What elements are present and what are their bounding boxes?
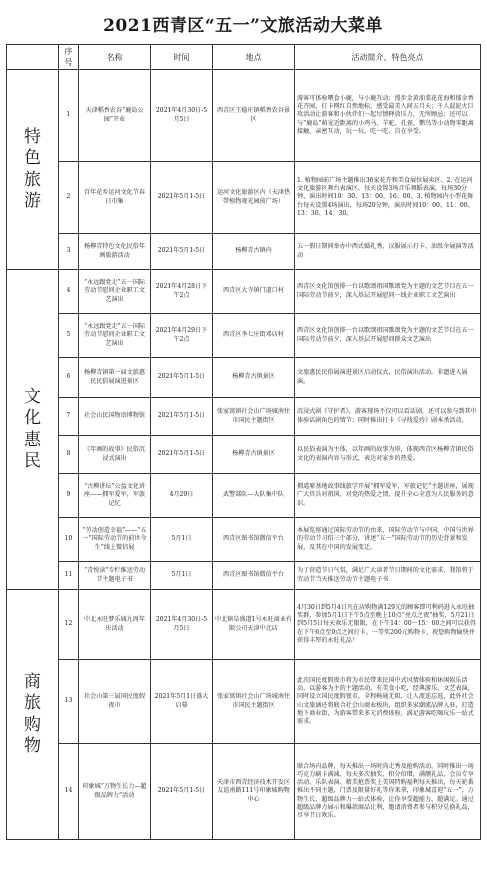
row-name: 《年画的故事》民俗沉浸式演出: [79, 436, 151, 474]
row-num: 4: [59, 270, 79, 314]
row-num: 6: [59, 358, 79, 398]
category-cell: 文化惠民: [7, 270, 59, 590]
row-location: 张家窝镇社会山广场城南往市国民主题街区: [213, 398, 295, 436]
row-time: 5月1日: [151, 518, 213, 562]
table-row: [7, 590, 481, 660]
table-row: [7, 474, 481, 518]
row-location: 张家窝镇社会山广场城南往市国民主题街区: [213, 660, 295, 744]
row-name: “劳动创造幸福”——“五一”国际劳动节的前世今生”线上微信展: [79, 518, 151, 562]
row-name: “永远跟党走”五一国际劳动节慰问企业职工文艺演出: [79, 314, 151, 358]
row-time: 2021年5月1-5日: [151, 234, 213, 270]
row-name: 百年花乡运河文化节春日市集: [79, 162, 151, 234]
row-time: 5月1日: [151, 562, 213, 590]
row-time: 2021年5月1-5日: [151, 744, 213, 840]
header-category: [7, 45, 59, 70]
row-time: 4月29日: [151, 474, 213, 518]
table-row: [7, 436, 481, 474]
row-time: 2021年4月30日-5月5日: [151, 590, 213, 660]
row-features: 此次国民度假夜市将为市民带来民国中式风情体验和休闲娱乐活动，以游客为主的主题活动，有美食小吃，经典游乐、文艺表演，同时设立国民度假夜市，全程畅通无阻，让人流连忘返，此外社会山文旅涵还将联合社会山商业板块，组织多家潮流品牌入驻，打造地下商业街，为游客带来多元消费体验，满足游客吃喝玩乐一站式需求。: [295, 660, 481, 744]
row-features: 拥道原基地故事线旅学开展“拥军爱军，军旅记忆”主题讲座，展现广大官兵对祖国，对党的热爱之情，提升全心全意为人民服务的意识。: [295, 474, 481, 518]
row-features: 联合场内品牌，每天推出一场时尚走秀及抢购活动，同时推出一场巧克力刷卡满减、每天多次抽奖，积分倍增，满额礼品，会员专享活动，乐队表演、精美抢票奖上美国特购福利每天推出，每天轮番推出不同主题，门票及限量好礼等你来拿，印象城喜迎“五一”，万物生长，超级品牌力一站式体验，让你享受超能力、超满足。通过超级品牌力展示和爆款商品让利，邀请消费者参与积分兑换礼品，尽享节日欢乐。: [295, 744, 481, 840]
table-row: [7, 270, 481, 314]
row-location: 西青区王稳庄镇稻香农谷景区: [213, 70, 295, 162]
table-row: [7, 398, 481, 436]
row-time: 2021年4月28日下午2点: [151, 270, 213, 314]
row-features: 沉浸式剧《守护者》，游客现场不仅可以看话剧，还可以参与到其中体验话剧角色的情节；同时推出打卡《寻找爱玲》剧本杀活动。: [295, 398, 481, 436]
table-row: [7, 70, 481, 162]
row-num: 1: [59, 70, 79, 162]
row-name: 杨柳青特色文化民俗年画旅游活动: [79, 234, 151, 270]
row-location: 西青区图书馆微信平台: [213, 518, 295, 562]
row-num: 9: [59, 474, 79, 518]
row-name: 天津稻香农谷“鹿岛公园”开业: [79, 70, 151, 162]
document: [6, 8, 480, 840]
row-features: 西青区文化馆创排一台以歌颂祖国歌颂党为主题的文艺节目在五一国际劳动节前夕，深入基层开展慰问群众文艺演出: [295, 314, 481, 358]
row-time: 2021年5月1-5日: [151, 358, 213, 398]
row-features: 4月30日到5月4日凡在店购物满129元的顾客即可利码进入永旺抽奖群，参加5月1日下午5点至晚上10点“亮点之夜”抽奖，5月21日到5月5日每天欢乐无限限，在下午14：00～15：00之间可以获得在下午6点至9点之间打卡。一等奖200元购物卡，祝您购物愉快并获得丰厚的永旺礼品！: [295, 590, 481, 660]
category-cell: 特色旅游: [7, 70, 59, 270]
row-name: “永远跟党走”五一国际劳动节慰问企业职工文艺演出: [79, 270, 151, 314]
row-time: 2021年5月1-5日: [151, 398, 213, 436]
row-name: 杨柳青镇第一届文旅惠民民俗展演进景区: [79, 358, 151, 398]
row-num: 10: [59, 518, 79, 562]
row-location: 杨柳青古镇内: [213, 234, 295, 270]
row-num: 3: [59, 234, 79, 270]
row-location: 武警部队—大队集中队: [213, 474, 295, 518]
header-features: 活动简介、特色亮点: [295, 45, 481, 70]
row-time: 2021年4月30日-5月5日: [151, 70, 213, 162]
row-location: 天津市西青经济技术开发区友谊南路111号印象城购物中心: [213, 744, 295, 840]
table-row: [7, 562, 481, 590]
table-row: [7, 660, 481, 744]
row-num: 8: [59, 436, 79, 474]
table-row: [7, 234, 481, 270]
row-features: 1. 植物园前广场主题推出36家花卉和美食展位展卖区。2. 在运河文化旅游区舞台表演区，每天设置3场音乐舞蹈表演，每场30分钟，演出时间10：30、13：00、16：00。3. 植物园内小型花舞台每天设置4场演出，每场20分钟，演出时间10：00、11：00、13：30、14：30。: [295, 162, 481, 234]
row-features: 为丁营造节日气氛，满足广大读者节日期间的文化需求，我馆将于劳动节当天推送劳动节主题电子书: [295, 562, 481, 590]
row-location: 杨柳青古镇景区: [213, 436, 295, 474]
table-row: [7, 162, 481, 234]
category-cell: 商旅购物: [7, 590, 59, 840]
row-num: 14: [59, 744, 79, 840]
row-location: 西青区大寺镇门道口村: [213, 270, 295, 314]
table-row: [7, 518, 481, 562]
table-row: [7, 314, 481, 358]
header-name: 名称: [79, 45, 151, 70]
header-location: 地点: [213, 45, 295, 70]
row-num: 7: [59, 398, 79, 436]
row-location: 杨柳青古镇景区: [213, 358, 295, 398]
row-location: 中北镇阜盛道1号永旺商业有限公司天津中北店: [213, 590, 295, 660]
row-features: 本展览将通过国际劳动节的由来，国际劳动节与中国、中国与世界的劳动节习俗三个部分，讲述“五一”国际劳动节的历史背景和发展，及其在中国的发展变迁。: [295, 518, 481, 562]
row-name: 社会山第三届国民度假夜市: [79, 660, 151, 744]
page-title: 2021西青区“五一”文旅活动大菜单: [103, 16, 383, 36]
row-features: 五一假日期间举办中西式婚礼秀、汉服展示打卡，油纸伞展演等活动: [295, 234, 481, 270]
row-time: 2021年5月1-5日: [151, 162, 213, 234]
row-features: 游客可体验喂食小鹿，与小鹿互动；漫步金黄油菜花花海和郁金香花卉园，打卡网红自然地标，感受最美人间五月天；千人混泥火巨攻活动让游客和小伙伴们一起尽情释放压力，无所顾忌；还可以与“鹿岛”萌宠近距离的小鸡马、羊驼、孔雀、鹦鸟等小动物零距离接触、亲密互动，玩一玩、吃一吃、自在享受。: [295, 70, 481, 162]
row-name: 印象城“万物生长力—超级品牌力”活动: [79, 744, 151, 840]
row-num: 2: [59, 162, 79, 234]
header-time: 时间: [151, 45, 213, 70]
table-row: [7, 744, 481, 840]
row-features: 文旅惠民民俗展演进景区启动仪式，民俗演出活动。非遗进入展演。: [295, 358, 481, 398]
header-row: [7, 45, 481, 70]
row-time: 2021年5月1-5日: [151, 436, 213, 474]
row-num: 12: [59, 590, 79, 660]
row-name: 社会山民国物语博物馆: [79, 398, 151, 436]
row-name: “古柳讲坛”公益文化讲座——拥军爱军，军旅记忆: [79, 474, 151, 518]
row-location: 西青区图书馆微信平台: [213, 562, 295, 590]
row-time: 2021年4月29日下午2点: [151, 314, 213, 358]
row-num: 5: [59, 314, 79, 358]
row-features: 西青区文化馆创排一台以歌颂祖国歌颂党为主题的文艺节目在五一国际劳动节前夕，深入基层开展慰问一线企业职工文艺演出: [295, 270, 481, 314]
row-num: 13: [59, 660, 79, 744]
table-row: [7, 358, 481, 398]
activity-table: [6, 44, 481, 840]
row-location: 西青区李七庄街邓店村: [213, 314, 295, 358]
row-num: 11: [59, 562, 79, 590]
header-num: 序号: [59, 45, 79, 70]
row-time: 2021年5月1日盛大启幕: [151, 660, 213, 744]
row-name: “青悦读”专栏推送劳动节主题电子书: [79, 562, 151, 590]
row-name: 中北永旺梦乐城九周年庆活动: [79, 590, 151, 660]
row-features: 以民俗表演为主体，以年画的故事为形，体现西青区杨柳青镇民俗文化的表演内容与形式，表达对家乡的热爱。: [295, 436, 481, 474]
row-location: 运河文化旅游区内（天津热带植物观光园前广场）: [213, 162, 295, 234]
